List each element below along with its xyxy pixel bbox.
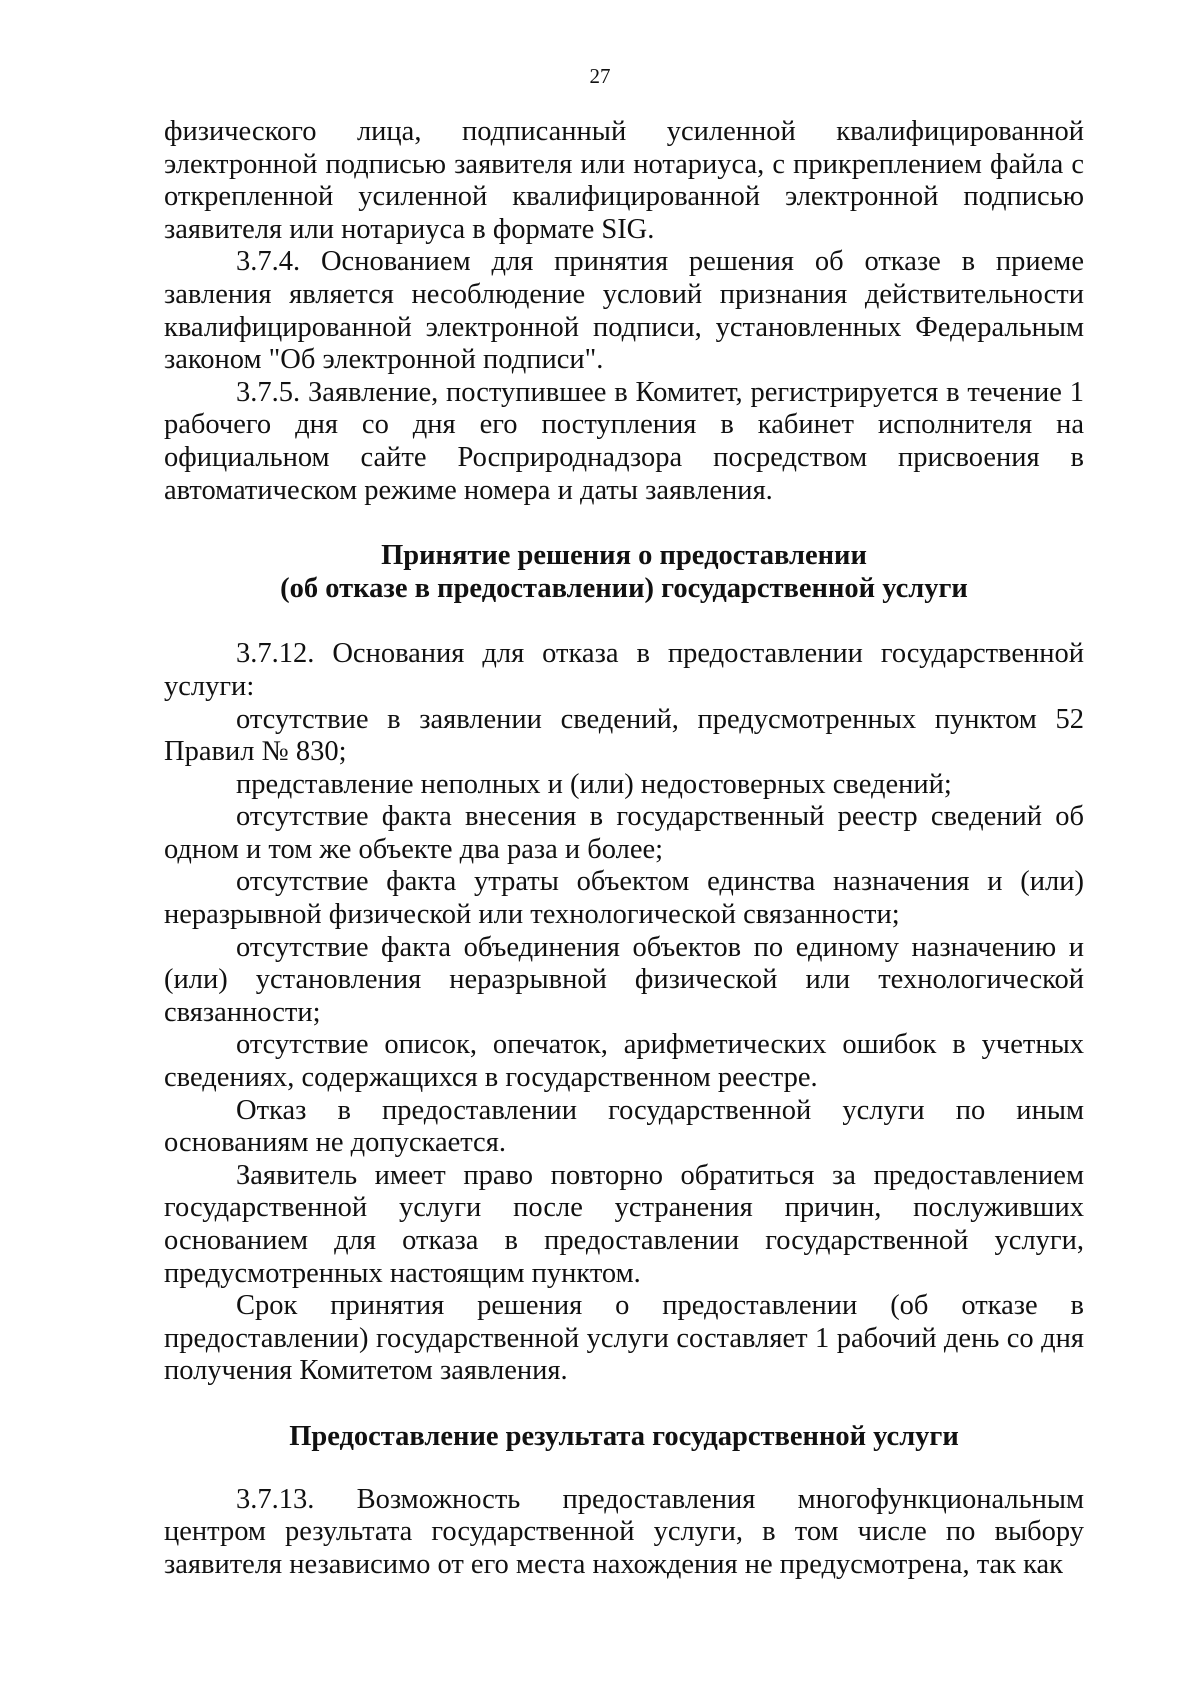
list-item-refusal-ground: представление неполных и (или) недостоверных сведений; [236, 768, 952, 800]
document-body [164, 116, 1084, 1581]
paragraph-3-7-12: 3.7.12. Основания для отказа в предоставлении государственной услуги: [164, 638, 1084, 702]
section-heading-result [164, 1421, 1084, 1454]
spacer [164, 1388, 1084, 1421]
paragraph-3-7-13: 3.7.13. Возможность предоставления многофункциональным центром результата государственной услуги, в том числе по выбору заявителя независимо от его места нахождения не предусмотрена, так как [164, 1483, 1084, 1580]
paragraph-3-7-4: 3.7.4. Основанием для принятия решения об отказе в приеме завления является несоблюдение условий признания действительности квалифицированной электронной подписи, установленных Федеральным законом "Об электронной подписи". [164, 246, 1084, 376]
list-item-refusal-ground: отсутствие факта объединения объектов по единому назначению и (или) установления неразрывной физической или технологической связанности; [164, 931, 1084, 1028]
spacer [164, 507, 1084, 540]
list-item-refusal-ground: отсутствие в заявлении сведений, предусмотренных пунктом 52 Правил № 830; [164, 703, 1084, 768]
list-item-refusal-ground: отсутствие факта утраты объектом единства назначения и (или) неразрывной физической или технологической связанности; [164, 866, 1084, 931]
paragraph-reapply-right: Заявитель имеет право повторно обратиться за предоставлением государственной услуги после устранения причин, послуживших основанием для отказа в предоставлении государственной услуги, предусмотренных настоящим пунктом. [164, 1159, 1084, 1289]
spacer [164, 1454, 1084, 1484]
paragraph-decision-term: Срок принятия решения о предоставлении (об отказе в предоставлении) государственной услуги составляет 1 рабочий день со дня получения Комитетом заявления. [164, 1290, 1084, 1387]
spacer [164, 605, 1084, 638]
paragraph-3-7-5: 3.7.5. Заявление, поступившее в Комитет, регистрируется в течение 1 рабочего дня со дня его поступления в кабинет исполнителя на официальном сайте Росприроднадзора посредством присвоения в автоматическом режиме номера и даты заявления. [164, 376, 1084, 506]
paragraph-applicant-signature: физического лица, подписанный усиленной квалифицированной электронной подписью заявителя или нотариуса, с прикреплением файла с открепленной усиленной квалифицированной электронной подписью заявителя или нотариуса в формате SIG. [164, 116, 1084, 245]
page-number: 27 [589, 64, 611, 88]
section-heading-decision [164, 540, 1084, 605]
list-item-refusal-ground: отсутствие описок, опечаток, арифметических ошибок в учетных сведениях, содержащихся в государственном реестре. [164, 1029, 1084, 1094]
list-item-refusal-ground: отсутствие факта внесения в государственный реестр сведений об одном и том же объекте два раза и более; [164, 801, 1084, 865]
section-heading-decision-line-1: Принятие решения о предоставлении [381, 540, 867, 572]
paragraph-no-other-grounds: Отказ в предоставлении государственной услуги по иным основаниям не допускается. [164, 1094, 1084, 1159]
section-heading-decision-line-2: (об отказе в предоставлении) государственной услуги [280, 572, 968, 604]
section-heading-result-line-1: Предоставление результата государственной услуги [289, 1420, 959, 1452]
